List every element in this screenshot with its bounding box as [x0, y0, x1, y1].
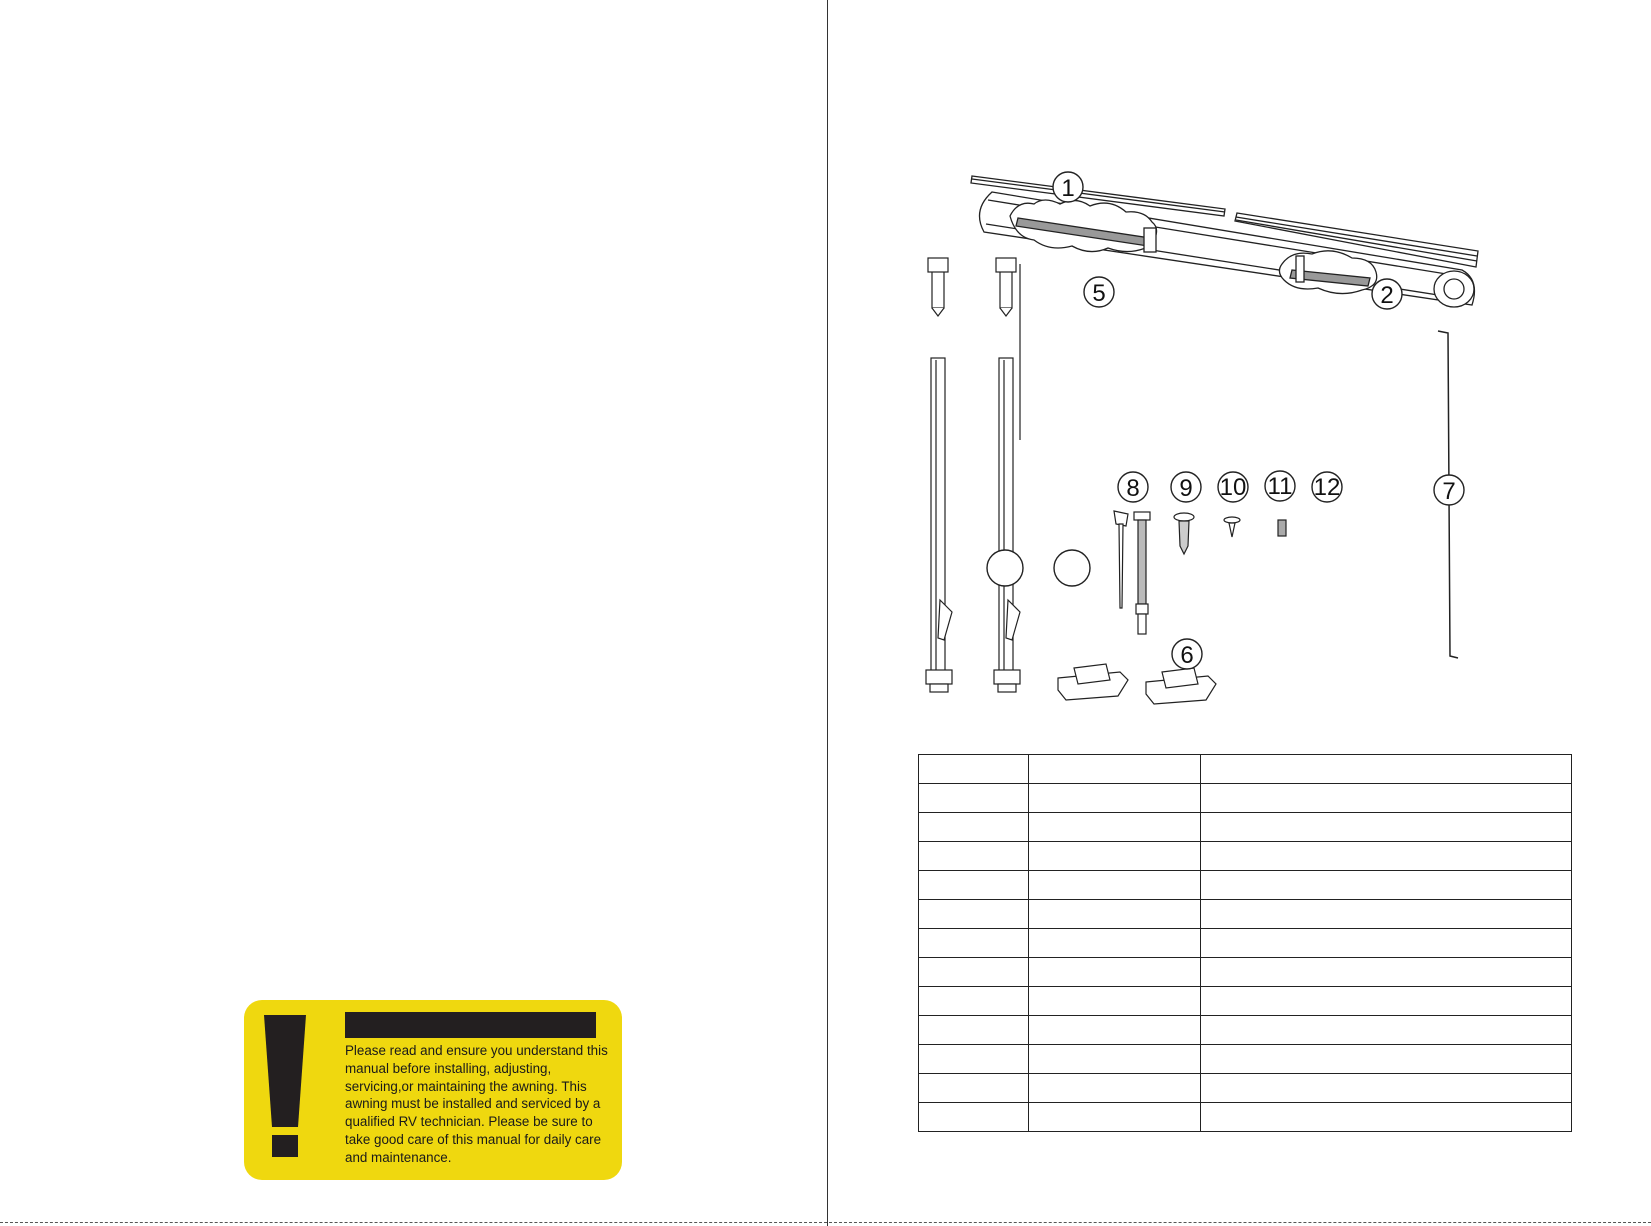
callout-3: [987, 550, 1023, 586]
table-cell: [1201, 929, 1572, 958]
callout-label-2: 2: [1380, 282, 1394, 309]
table-row: [919, 1016, 1572, 1045]
small-hardware-parts: [1114, 511, 1286, 634]
table-header-row: [919, 755, 1572, 784]
callout-1: [1053, 172, 1083, 202]
callout-12: [1312, 472, 1342, 502]
table-cell: [919, 1016, 1029, 1045]
table-cell: [919, 900, 1029, 929]
table-cell: [919, 1045, 1029, 1074]
table-row: [919, 871, 1572, 900]
callout-6: [1172, 639, 1202, 669]
awning-parts-diagram: [900, 160, 1520, 725]
callout-5: [1084, 277, 1114, 307]
table-cell: [919, 987, 1029, 1016]
table-cell: [1201, 1074, 1572, 1103]
callout-7: [1434, 475, 1464, 505]
callout-label-11: 11: [1267, 473, 1293, 500]
page-divider: [827, 0, 828, 1226]
table-cell: [1201, 1103, 1572, 1132]
callout-11: [1265, 471, 1295, 501]
table-cell: [1201, 784, 1572, 813]
callout-label-7: 7: [1442, 478, 1456, 505]
table-row: [919, 842, 1572, 871]
callout-label-9: 9: [1179, 475, 1193, 502]
table-row: [919, 958, 1572, 987]
table-row: [919, 929, 1572, 958]
callout-label-1: 1: [1061, 175, 1075, 202]
table-cell: [919, 929, 1029, 958]
callout-10: [1218, 472, 1248, 502]
table-cell: [1029, 871, 1201, 900]
warning-message: Please read and ensure you understand this manual before installing, adjusting, servicing,or maintaining the awning. This awning must be installed and serviced by a qualified RV technician. Please be sure to take good care of this manual for daily care and maintenance.: [345, 1043, 608, 1165]
table-cell: [1029, 1016, 1201, 1045]
table-cell: [919, 871, 1029, 900]
table-cell: [1029, 842, 1201, 871]
table-header-cell: [1201, 755, 1572, 784]
callout-4: [1054, 550, 1090, 586]
callout-label-12: 12: [1313, 474, 1341, 501]
table-cell: [1201, 871, 1572, 900]
table-cell: [919, 1074, 1029, 1103]
bottom-cut-line: [0, 1222, 1651, 1223]
table-row: [919, 1045, 1572, 1074]
table-cell: [919, 1103, 1029, 1132]
table-cell: [1029, 1074, 1201, 1103]
mounting-brackets-part-6: [1058, 664, 1216, 704]
table-cell: [1201, 842, 1572, 871]
table-row: [919, 784, 1572, 813]
table-row: [919, 900, 1572, 929]
table-cell: [1201, 900, 1572, 929]
support-arm-left: [926, 258, 952, 692]
callout-9: [1171, 472, 1201, 502]
table-header-cell: [919, 755, 1029, 784]
table-cell: [1201, 813, 1572, 842]
callout-label-8: 8: [1126, 475, 1140, 502]
table-cell: [1029, 987, 1201, 1016]
warning-notice: [244, 1000, 622, 1180]
callout-label-5: 5: [1092, 280, 1106, 307]
table-row: [919, 813, 1572, 842]
table-cell: [1029, 1103, 1201, 1132]
table-cell: [1029, 1045, 1201, 1074]
parts-list-table: [918, 754, 1572, 1132]
warning-heading: [345, 1012, 596, 1038]
table-cell: [1201, 1016, 1572, 1045]
table-cell: [919, 813, 1029, 842]
table-cell: [1029, 958, 1201, 987]
table-cell: [1029, 929, 1201, 958]
table-header-cell: [1029, 755, 1201, 784]
callout-label-10: 10: [1219, 474, 1247, 501]
table-cell: [1201, 1045, 1572, 1074]
table-row: [919, 1074, 1572, 1103]
callout-8: [1118, 472, 1148, 502]
table-row: [919, 1103, 1572, 1132]
table-cell: [1201, 958, 1572, 987]
table-row: [919, 987, 1572, 1016]
callout-2: [1372, 279, 1402, 309]
table-cell: [1201, 987, 1572, 1016]
table-cell: [1029, 813, 1201, 842]
callout-label-6: 6: [1180, 642, 1194, 669]
support-arm-right: [994, 258, 1020, 692]
table-cell: [919, 958, 1029, 987]
table-cell: [919, 784, 1029, 813]
table-cell: [1029, 784, 1201, 813]
exclamation-icon: [262, 1015, 308, 1157]
table-cell: [1029, 900, 1201, 929]
table-cell: [919, 842, 1029, 871]
